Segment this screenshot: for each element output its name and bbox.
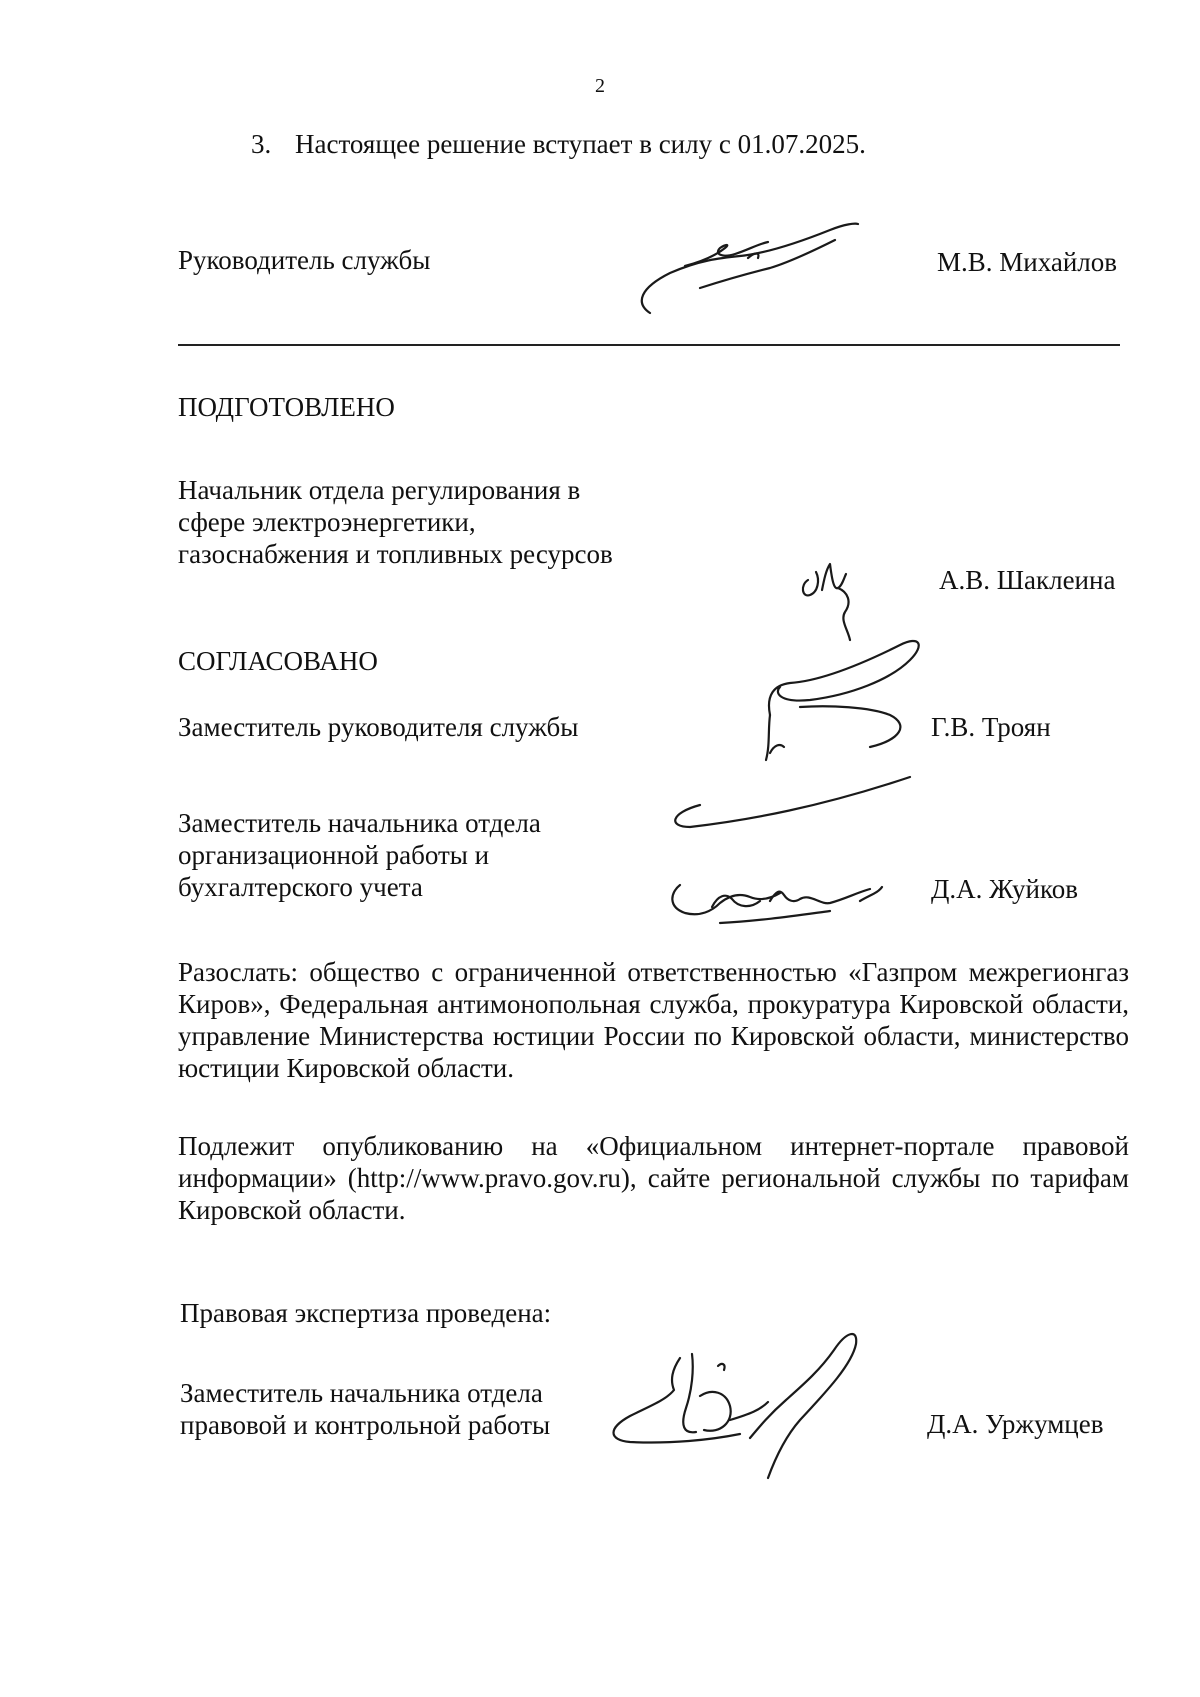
legal-review-heading: Правовая экспертиза проведена:	[180, 1298, 552, 1328]
deputy-head-name: Г.В. Троян	[931, 712, 1051, 742]
head-signature-image	[630, 218, 910, 328]
legal-review-position-line: правовой и контрольной работы	[180, 1410, 551, 1440]
prepared-position-line: сфере электроэнергетики,	[178, 507, 476, 537]
org-deputy-signature-image	[660, 775, 930, 930]
deputy-head-signature-image	[740, 635, 940, 775]
head-position: Руководитель службы	[178, 245, 431, 275]
org-deputy-name: Д.А. Жуйков	[931, 874, 1078, 904]
legal-review-position	[180, 1377, 550, 1441]
publication-text: Подлежит опубликованию на «Официальном интернет-портале правовой информации» (http://www.pravo.gov.ru), сайте региональной службы по тарифам Кировской области.	[178, 1131, 1129, 1225]
legal-review-name: Д.А. Уржумцев	[927, 1409, 1104, 1439]
prepared-position-line: газоснабжения и топливных ресурсов	[178, 539, 613, 569]
org-deputy-position	[178, 807, 541, 903]
prepared-heading: ПОДГОТОВЛЕНО	[178, 392, 395, 422]
head-name: М.В. Михайлов	[937, 247, 1118, 277]
org-deputy-position-line: организационной работы и	[178, 840, 490, 870]
legal-review-signature-image	[600, 1330, 890, 1480]
section-divider	[178, 344, 1120, 346]
org-deputy-position-line: Заместитель начальника отдела	[178, 808, 541, 838]
distribution-text: Разослать: общество с ограниченной ответственностью «Газпром межрегионгаз Киров», Федеральная антимонопольная служба, прокуратура Кировской области, управление Министерства юстиции России по Кировской области, министерство юстиции Кировской области.	[178, 957, 1129, 1083]
legal-review-position-line: Заместитель начальника отдела	[180, 1378, 543, 1408]
prepared-position-line: Начальник отдела регулирования в	[178, 475, 581, 505]
prepared-position	[178, 474, 613, 570]
clause-text: Настоящее решение вступает в силу с 01.07.2025.	[295, 129, 866, 159]
prepared-name: А.В. Шаклеина	[939, 565, 1116, 595]
page-number: 2	[595, 75, 605, 97]
deputy-head-position: Заместитель руководителя службы	[178, 712, 579, 742]
clause-number: 3.	[251, 129, 272, 159]
agreed-heading: СОГЛАСОВАНО	[178, 646, 378, 676]
org-deputy-position-line: бухгалтерского учета	[178, 872, 423, 902]
